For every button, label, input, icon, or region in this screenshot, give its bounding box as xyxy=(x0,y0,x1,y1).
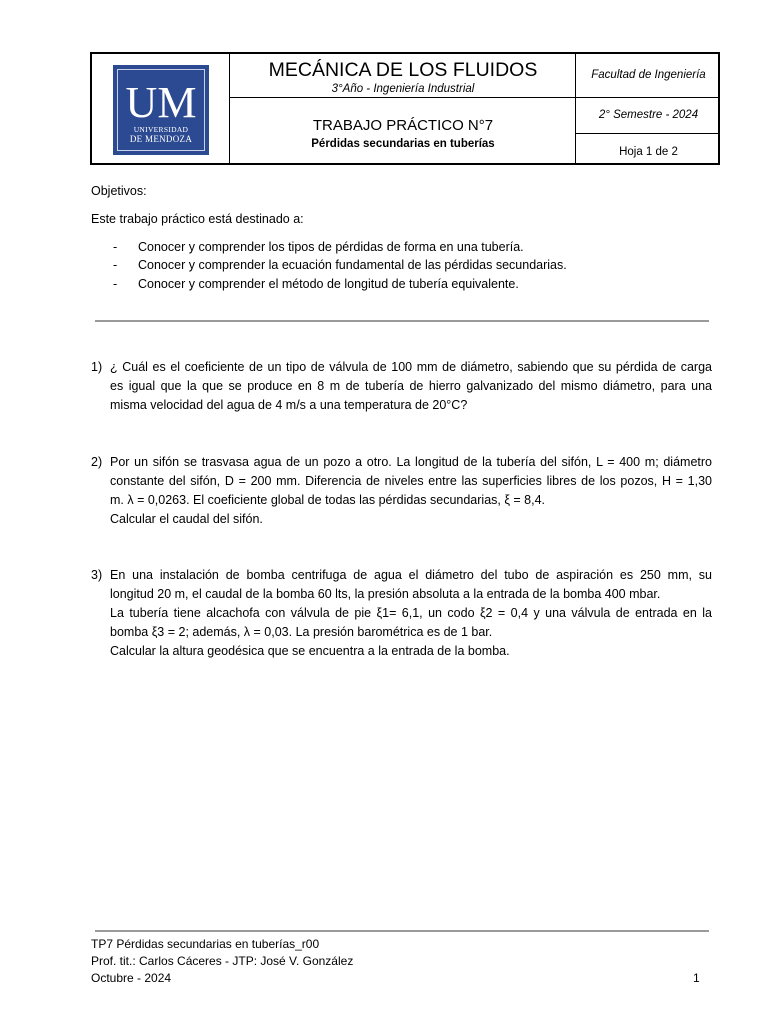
objective-item: Conocer y comprender la ecuación fundamental de las pérdidas secundarias. xyxy=(138,258,567,272)
problem-line: longitud 20 m, el caudal de la bomba 60 lts, la presión absoluta a la entrada de la bomba 400 mbar. xyxy=(110,587,661,601)
faculty-label: Facultad de Ingeniería xyxy=(591,69,706,81)
problem-line: bomba ξ3 = 2; además, λ = 0,03. La presión barométrica es de 1 bar. xyxy=(110,625,493,639)
problem-number: 2) xyxy=(91,455,103,469)
bullet-dash: - xyxy=(113,258,118,272)
page-number: 1 xyxy=(693,971,700,985)
problem-line: Por un sifón se trasvasa agua de un pozo a otro. La longitud de la tubería del sifón, L = 400 m; diámetro xyxy=(110,455,712,469)
objectives-intro: Este trabajo práctico está destinado a: xyxy=(91,212,304,226)
problem-line: En una instalación de bomba centrifuga de agua el diámetro del tubo de aspiración es 250 mm, su xyxy=(110,568,712,582)
course-subtitle: 3°Año - Ingeniería Industrial xyxy=(331,83,475,95)
bullet-dash: - xyxy=(113,240,118,254)
problem-line: ¿ Cuál es el coeficiente de un tipo de válvula de 100 mm de diámetro, sabiendo que su pérdida de carga xyxy=(110,360,712,374)
problem-line: La tubería tiene alcachofa con válvula de pie ξ1= 6,1, un codo ξ2 = 0,4 y una válvula de entrada en la xyxy=(110,606,712,620)
problem-line: Calcular el caudal del sifón. xyxy=(110,512,263,526)
problem-line: misma velocidad del agua de 4 m/s a una temperatura de 20°C? xyxy=(110,398,468,412)
header-table xyxy=(90,52,720,165)
problem-3 xyxy=(110,566,712,661)
problem-2 xyxy=(110,453,712,529)
problem-1 xyxy=(110,358,712,415)
problem-line: m. λ = 0,0263. El coeficiente global de todas las pérdidas secundarias, ξ = 8,4. xyxy=(110,493,546,507)
header-divider xyxy=(229,97,718,98)
header-divider xyxy=(575,133,718,134)
problem-line: Calcular la altura geodésica que se encuentra a la entrada de la bomba. xyxy=(110,644,510,658)
footer-divider xyxy=(95,930,709,932)
um-monogram xyxy=(113,65,209,127)
problem-number: 1) xyxy=(91,360,103,374)
logo-line1: UNIVERSIDAD xyxy=(133,125,189,134)
logo-line2: DE MENDOZA xyxy=(129,134,193,144)
practice-subtitle: Pérdidas secundarias en tuberías xyxy=(311,138,495,150)
footer-date: Octubre - 2024 xyxy=(91,971,172,985)
problem-number: 3) xyxy=(91,568,103,582)
objective-item: Conocer y comprender los tipos de pérdidas de forma en una tubería. xyxy=(138,240,524,254)
footer-doc-name: TP7 Pérdidas secundarias en tuberías_r00 xyxy=(91,937,320,951)
bullet-dash: - xyxy=(113,277,118,291)
semester-label: 2° Semestre - 2024 xyxy=(598,109,699,121)
practice-title: TRABAJO PRÁCTICO N°7 xyxy=(312,117,494,134)
course-title: MECÁNICA DE LOS FLUIDOS xyxy=(268,59,538,81)
section-divider xyxy=(95,320,709,322)
university-logo xyxy=(113,65,209,155)
problem-line: constante del sifón, D = 200 mm. Diferencia de niveles entre las superficies libres de los pozos, H = 1,30 xyxy=(110,474,712,488)
svg-text:UM: UM xyxy=(125,78,197,127)
objectives-heading: Objetivos: xyxy=(91,184,147,198)
objective-item: Conocer y comprender el método de longitud de tubería equivalente. xyxy=(138,277,519,291)
footer-professors: Prof. tit.: Carlos Cáceres - JTP: José V. González xyxy=(91,954,354,968)
problem-line: es igual que la que se produce en 8 m de tubería de hierro galvanizado del mismo diámetro, para una xyxy=(110,379,712,393)
sheet-label: Hoja 1 de 2 xyxy=(619,146,678,158)
